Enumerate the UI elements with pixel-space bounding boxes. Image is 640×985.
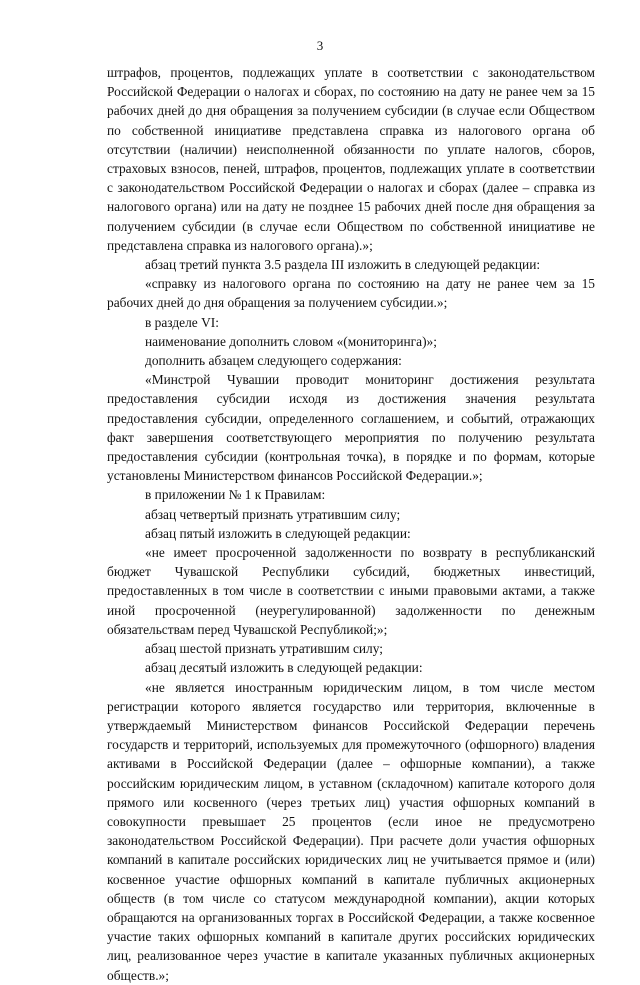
document-body: [107, 63, 595, 985]
paragraph-amendment-instruction: абзац пятый изложить в следующей редакции:: [145, 525, 411, 541]
paragraph-amendment-instruction: дополнить абзацем следующего содержания:: [145, 353, 402, 369]
page-number: 3: [316, 38, 324, 53]
paragraph-quoted-text: «справку из налогового органа по состоянию на дату не ранее чем за 15 рабочих дней до дня обращения за получением субсидии.»;: [107, 276, 595, 311]
paragraph-amendment-instruction: абзац третий пункта 3.5 раздела III изложить в следующей редакции:: [145, 257, 541, 273]
paragraph-amendment-instruction: абзац шестой признать утратившим силу;: [145, 641, 383, 657]
paragraph-amendment-instruction: абзац четвертый признать утратившим силу;: [145, 506, 401, 522]
paragraph-section-reference: в разделе VI:: [145, 314, 219, 330]
paragraph-continuation: штрафов, процентов, подлежащих уплате в соответствии с законодательством Российской Федерации о налогах и сборах, по состоянию на дату не ранее чем за 15 рабочих дней до дня обращения за получением субсидии (в случае если Обществом по собственной инициативе представлена справка из налогового органа об отсутствии (наличии) неисполненной обязанности по уплате налогов, сборов, страховых взносов, пеней, штрафов, процентов, подлежащих уплате в соответствии с законодательством Российской Федерации о налогах и сборах (далее – справка из налогового органа) или на дату не позднее 15 рабочих дней после дня обращения за получением субсидии (в случае если Обществом по собственной инициативе не представлена справка из налогового органа).»;: [107, 65, 595, 253]
paragraph-amendment-instruction: наименование дополнить словом «(мониторинга)»;: [145, 333, 437, 349]
paragraph-quoted-text: «не имеет просроченной задолженности по возврату в республиканский бюджет Чувашской Республики субсидий, бюджетных инвестиций, предоставленных в том числе в соответствии с иными правовыми актами, а также иной просроченной (неурегулированной) задолженности по денежным обязательствам перед Чувашской Республикой;»;: [107, 545, 595, 637]
paragraph-amendment-instruction: абзац десятый изложить в следующей редакции:: [145, 660, 423, 676]
paragraph-section-reference: в приложении № 1 к Правилам:: [145, 487, 326, 503]
paragraph-quoted-text: «не является иностранным юридическим лицом, в том числе местом регистрации которого является государство или территория, включенные в утверждаемый Министерством финансов Российской Федерации перечень государств и территорий, используемых для промежуточного (офшорного) владения активами в Российской Федерации (далее – офшорные компании), а также российским юридическим лицом, в уставном (складочном) капитале которого доля прямого или косвенного (через третьих лиц) участия офшорных компаний в совокупности превышает 25 процентов (если иное не предусмотрено законодательством Российской Федерации). При расчете доли участия офшорных компаний в капитале российских юридических лиц не учитывается прямое и (или) косвенное участие офшорных компаний в капитале публичных акционерных обществ (в том числе со статусом международной компании), акции которых обращаются на организованных торгах в Российской Федерации, а также косвенное участие таких офшорных компаний в капитале других российских юридических лиц, реализованное через участие в капитале указанных публичных акционерных обществ.»;: [107, 679, 595, 983]
paragraph-quoted-text: «Минстрой Чувашии проводит мониторинг достижения результата предоставления субсидии исходя из достижения значения результата предоставления субсидии, определенного соглашением, и событий, отражающих факт завершения соответствующего мероприятия по получению результата предоставления субсидии (контрольная точка), в порядке и по формам, которые установлены Министерством финансов Российской Федерации.»;: [107, 372, 595, 484]
